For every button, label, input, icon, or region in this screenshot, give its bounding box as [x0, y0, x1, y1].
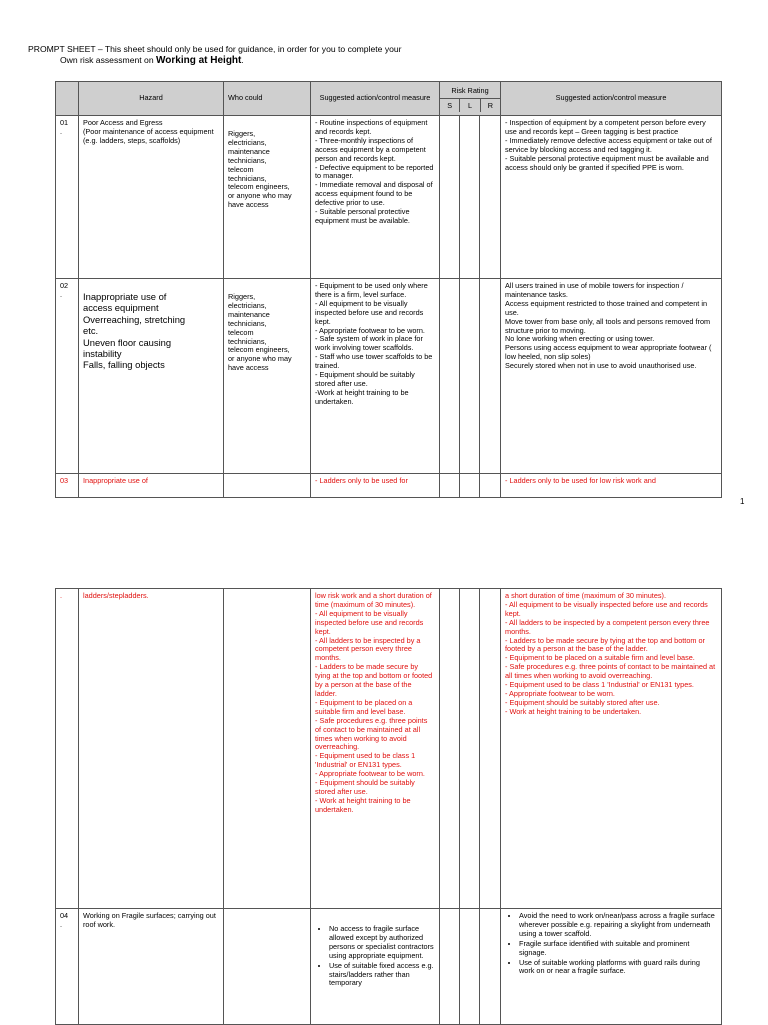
row-action-2: - Ladders only to be used for low risk work and: [501, 474, 722, 498]
row-r: [480, 909, 501, 1025]
row-action: - Ladders only to be used for: [311, 474, 440, 498]
row-s: [440, 474, 460, 498]
row-number: 04 .: [56, 909, 79, 1025]
risk-table-page-1: [55, 81, 722, 498]
row-s: [440, 589, 460, 909]
row-action: - Routine inspections of equipment and records kept. - Three-monthly inspections of access equipment by a competent person and records kept. - Defective equipment to be reported to manager. - Immediate removal and disposal of access equipment found to be defective prior to use. - Suitable personal protective equipment must be available.: [311, 116, 440, 279]
action-list: [315, 925, 435, 988]
row-action-2: [501, 909, 722, 1025]
table-row: [56, 474, 722, 498]
row-s: [440, 909, 460, 1025]
row-who: [224, 589, 311, 909]
row-action: - Equipment to be used only where there is a firm, level surface. - All equipment to be visually inspected before use and records kept. - Appropriate footwear to be worn. - Safe system of work in place for work involving tower scaffolds. - Staff who use tower scaffolds to be trained. - Equipment should be suitably stored after use. -Work at height training to be undertaken.: [311, 279, 440, 474]
row-hazard: Inappropriate use of: [79, 474, 224, 498]
row-action: [311, 909, 440, 1025]
row-hazard: Poor Access and Egress (Poor maintenance of access equipment (e.g. ladders, steps, scaffolds): [79, 116, 224, 279]
page-number: 1: [740, 497, 745, 506]
intro-text: [28, 44, 402, 66]
risk-l-label: L: [460, 99, 480, 112]
list-item: • Use of suitable working platforms with guard rails during work on or near a fragile surface.: [519, 959, 717, 977]
table-row: [56, 589, 722, 909]
row-r: [480, 589, 501, 909]
table-row: [56, 116, 722, 279]
table-row: [56, 279, 722, 474]
row-number: 02 .: [56, 279, 79, 474]
header-suggested: Suggested action/control measure: [311, 82, 440, 116]
row-l: [460, 474, 480, 498]
row-r: [480, 474, 501, 498]
header-hazard: Hazard: [79, 82, 224, 116]
row-s: [440, 279, 460, 474]
header-no: [56, 82, 79, 116]
row-who: [224, 909, 311, 1025]
risk-r-label: R: [487, 100, 493, 110]
risk-rating-label: Risk Rating: [440, 85, 500, 99]
row-r: [480, 279, 501, 474]
row-action-2: a short duration of time (maximum of 30 minutes). - All equipment to be visually inspected before use and records kept. - All ladders to be inspected by a competent person every three months. - Ladders to be made secure by tying at the top and bottom or footed by a person at the base of the ladder. - Equipment to be placed on a suitable firm and level base. - Safe procedures e.g. three points of contact to be maintained at all times when working to avoid overreaching. - Equipment used to be class 1 'Industrial' or EN131 types. - Appropriate footwear to be worn. - Equipment should be suitably stored after use. - Work at height training to be undertaken.: [501, 589, 722, 909]
row-hazard: ladders/stepladders.: [79, 589, 224, 909]
row-who: Riggers, electricians, maintenance technicians, telecom technicians, telecom engineers, or anyone who may have access: [224, 279, 311, 474]
row-l: [460, 909, 480, 1025]
row-l: [460, 116, 480, 279]
table-row: [56, 909, 722, 1025]
row-l: [460, 279, 480, 474]
row-number: .: [56, 589, 79, 909]
intro-bold-title: Working at Height: [156, 55, 242, 66]
header-who: Who could: [224, 82, 311, 116]
row-s: [440, 116, 460, 279]
list-item: • Fragile surface identified with suitable and prominent signage.: [519, 940, 717, 958]
row-number: 01 .: [56, 116, 79, 279]
risk-s-label: S: [440, 99, 460, 112]
header-row: [56, 82, 722, 116]
list-item: • No access to fragile surface allowed except by authorized persons or specialist contractors using appropriate equipment.: [329, 925, 435, 961]
row-action: low risk work and a short duration of time (maximum of 30 minutes). - All equipment to be visually inspected before use and records kept. - All ladders to be inspected by a competent person every three months. - Ladders to be made secure by tying at the top and bottom or footed by a person at the base of the ladder. - Equipment to be placed on a suitable firm and level base. - Safe procedures e.g. three points of contact to be maintained at all times when working to avoid overreaching. - Equipment used to be class 1 'Industrial' or EN131 types. - Appropriate footwear to be worn. - Equipment should be suitably stored after use. - Work at height training to be undertaken.: [311, 589, 440, 909]
row-who: [224, 474, 311, 498]
row-number: 03: [56, 474, 79, 498]
row-l: [460, 589, 480, 909]
header-suggested-2: Suggested action/control measure: [501, 82, 722, 116]
header-risk-rating: [440, 82, 501, 116]
row-hazard: Working on Fragile surfaces; carrying out roof work.: [79, 909, 224, 1025]
list-item: • Avoid the need to work on/near/pass across a fragile surface wherever possible e.g. repairing a skylight from underneath using a tower scaffold.: [519, 912, 717, 939]
row-action-2: All users trained in use of mobile towers for inspection / maintenance tasks. Access equipment restricted to those trained and competent in use. Move tower from base only, all tools and persons removed from structure prior to moving. No lone working when erecting or using tower. Persons using access equipment to wear appropriate footwear ( low heeled, non slip soles) Securely stored when not in use to avoid unauthorised use.: [501, 279, 722, 474]
list-item: • Use of suitable fixed access e.g. stairs/ladders rather than temporary: [329, 962, 435, 989]
row-action-2: - Inspection of equipment by a competent person before every use and records kept – Green tagging is best practice - Immediately remove defective access equipment or take out of service by blocking access and red tagging it. - Suitable personal protective equipment must be available and access should only be granted if specified PPE is worn.: [501, 116, 722, 279]
row-r: [480, 116, 501, 279]
row-hazard: Inappropriate use of access equipment Overreaching, stretching etc. Uneven floor causing instability Falls, falling objects: [79, 279, 224, 474]
row-who: Riggers, electricians, maintenance technicians, telecom technicians, telecom engineers, or anyone who may have access: [224, 116, 311, 279]
risk-table-page-2: [55, 588, 722, 1025]
action-list-2: [505, 912, 717, 976]
intro-line-2: Own risk assessment on Working at Height.: [60, 55, 244, 66]
intro-line-1: PROMPT SHEET – This sheet should only be used for guidance, in order for you to complete your: [28, 44, 402, 54]
